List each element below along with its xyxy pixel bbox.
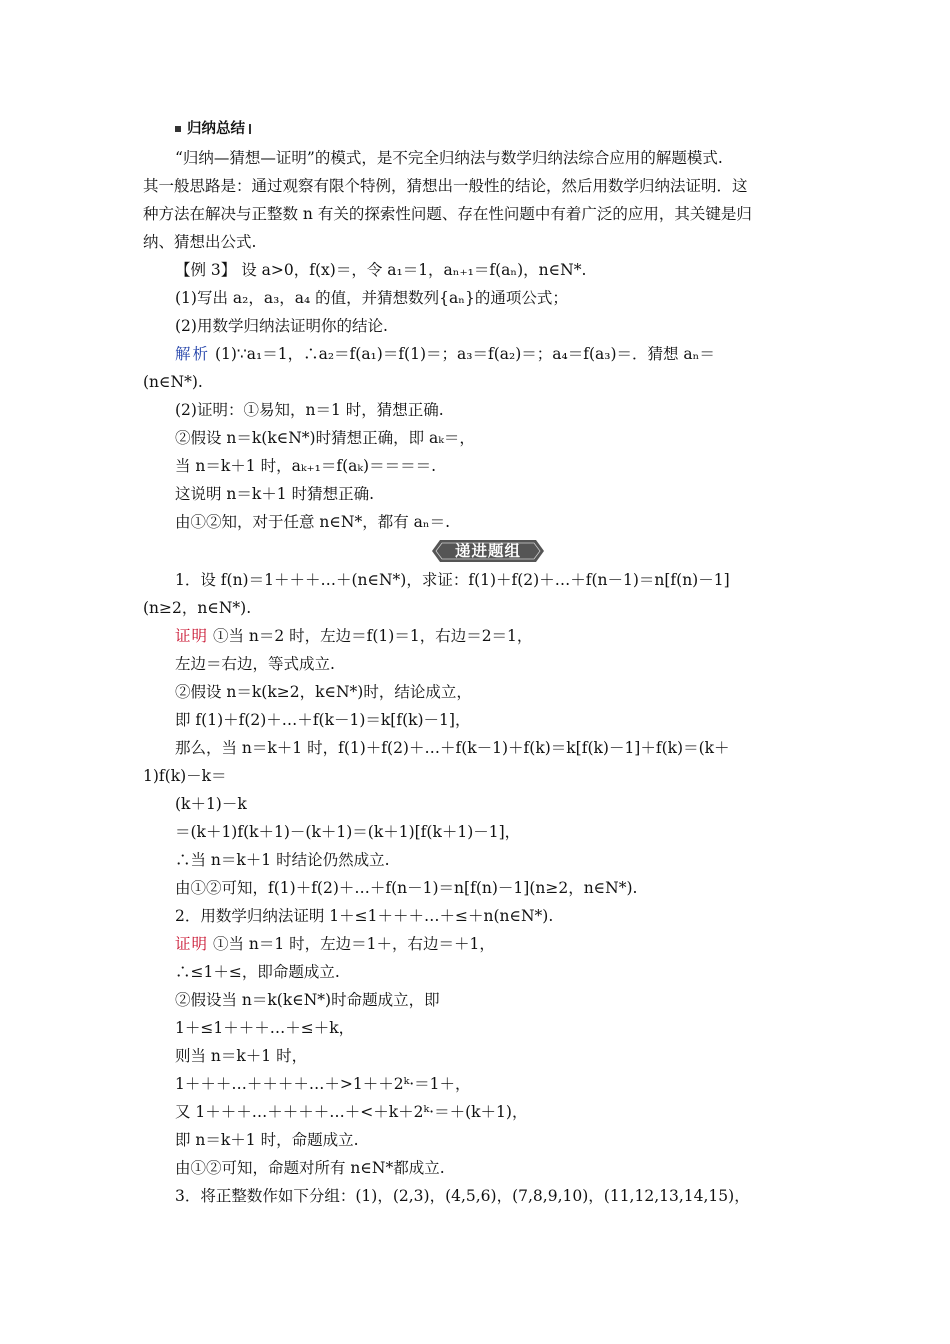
proof-label: 证明 (175, 627, 209, 645)
summary-line-2: 其一般思路是：通过观察有限个特例，猜想出一般性的结论，然后用数学归纳法证明．这 (143, 177, 748, 195)
banner-label: 递进题组 (454, 542, 521, 560)
problem2-line-3: ∴≤1＋≤，即命题成立. (175, 963, 340, 981)
problem2-line-8: 又 1＋＋＋…＋＋＋＋…＋<＋k＋2ᵏ·＝＋(k＋1)， (175, 1103, 528, 1121)
solution-line-4: 当 n＝k＋1 时，aₖ₊₁＝f(aₖ)＝＝＝＝. (175, 457, 437, 475)
problem1-line-9: ∴当 n＝k＋1 时结论仍然成立. (175, 851, 390, 869)
example-statement: 【例 3】 设 a>0，f(x)＝，令 a₁＝1，aₙ₊₁＝f(aₙ)，n∈N*. (175, 261, 587, 279)
problem1-line-6b: 1)f(k)－k＝ (143, 767, 227, 785)
problem2-line-9: 即 n＝k＋1 时，命题成立. (175, 1131, 359, 1149)
example-label: 【例 3】 (175, 261, 237, 279)
problem2-line-5: 1＋≤1＋＋＋…＋≤＋k， (175, 1019, 355, 1037)
problem1-line-5: 即 f(1)＋f(2)＋…＋f(k－1)＝k[f(k)－1]， (175, 711, 471, 729)
section-banner (432, 540, 544, 562)
problem1-line-6: 那么，当 n＝k＋1 时，f(1)＋f(2)＋…＋f(k－1)＋f(k)＝k[f(k)－1]＋f(k)＝(k＋ (175, 739, 730, 757)
bar-icon (249, 124, 251, 134)
solution-label: 解析 (175, 345, 211, 363)
square-bullet-icon (175, 126, 181, 132)
solution-line-5: 这说明 n＝k＋1 时猜想正确. (175, 485, 375, 503)
problem1-line-8: ＝(k＋1)f(k＋1)－(k＋1)＝(k＋1)[f(k＋1)－1]， (175, 823, 521, 841)
solution-line-1: 解析 (1)∵a₁＝1，∴a₂＝f(a₁)＝f(1)＝；a₃＝f(a₂)＝；a₄＝f(a₃)＝．猜想 aₙ＝ (175, 345, 715, 363)
problem1-line-4: ②假设 n＝k(k≥2，k∈N*)时，结论成立， (175, 683, 472, 701)
example-question-1: (1)写出 a₂，a₃，a₄ 的值，并猜想数列{aₙ}的通项公式； (175, 289, 568, 307)
summary-line-3: 种方法在解决与正整数 n 有关的探索性问题、存在性问题中有着广泛的应用，其关键是归 (143, 205, 752, 223)
summary-line-4: 纳、猜想出公式. (143, 233, 257, 251)
solution-line-1b: (n∈N*). (143, 373, 203, 391)
problem1-line-1: 1．设 f(n)＝1＋＋＋…＋(n∈N*)，求证：f(1)＋f(2)＋…＋f(n－1)＝n[f(n)－1] (175, 571, 730, 589)
section-heading: 归纳总结 (175, 118, 251, 140)
solution-line-3: ②假设 n＝k(k∈N*)时猜想正确，即 aₖ＝， (175, 429, 475, 447)
solution-line-6: 由①②知，对于任意 n∈N*，都有 aₙ＝. (175, 513, 450, 531)
problem1-line-1b: (n≥2，n∈N*). (143, 599, 252, 617)
problem1-line-10: 由①②可知，f(1)＋f(2)＋…＋f(n－1)＝n[f(n)－1](n≥2，n∈N*). (175, 879, 638, 897)
problem3-line-1: 3．将正整数作如下分组：(1)，(2,3)，(4,5,6)，(7,8,9,10)，(11,12,13,14,15)， (175, 1187, 750, 1205)
problem1-line-2: 证明 ①当 n＝2 时，左边＝f(1)＝1，右边＝2＝1， (175, 627, 533, 645)
problem2-line-4: ②假设当 n＝k(k∈N*)时命题成立，即 (175, 991, 440, 1009)
proof-label: 证明 (175, 935, 209, 953)
example-question-2: (2)用数学归纳法证明你的结论. (175, 317, 388, 335)
solution-line-2: (2)证明：①易知，n＝1 时，猜想正确. (175, 401, 444, 419)
summary-line-1: “归纳—猜想—证明”的模式，是不完全归纳法与数学归纳法综合应用的解题模式. (175, 149, 723, 167)
problem1-line-3: 左边＝右边，等式成立. (175, 655, 335, 673)
problem2-line-2: 证明 ①当 n＝1 时，左边＝1＋，右边＝＋1， (175, 935, 495, 953)
problem2-line-1: 2．用数学归纳法证明 1＋≤1＋＋＋…＋≤＋n(n∈N*). (175, 907, 554, 925)
problem2-line-10: 由①②可知，命题对所有 n∈N*都成立. (175, 1159, 445, 1177)
problem1-line-7: (k＋1)－k (175, 795, 247, 813)
problem2-line-7: 1＋＋＋…＋＋＋＋…＋>1＋＋2ᵏ·＝1＋， (175, 1075, 471, 1093)
problem2-line-6: 则当 n＝k＋1 时， (175, 1047, 308, 1065)
